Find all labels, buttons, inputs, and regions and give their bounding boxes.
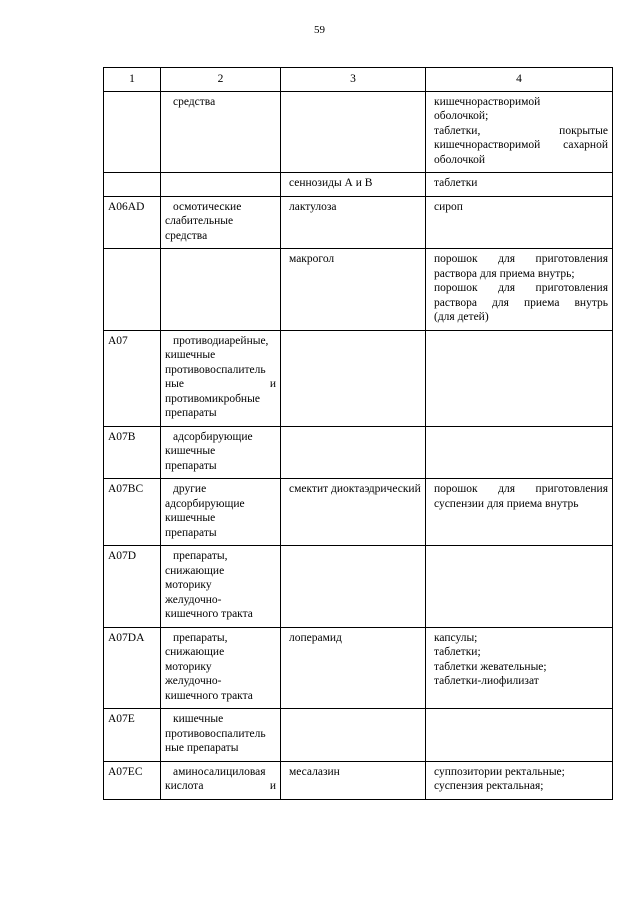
substance-cell: месалазин <box>281 761 426 799</box>
table-row <box>104 330 613 426</box>
group-line: кислота и <box>165 780 276 792</box>
header-cell-1: 1 <box>104 68 161 92</box>
table-row <box>104 546 613 628</box>
dosage-form-line: (для детей) <box>434 311 489 323</box>
substance-cell <box>281 709 426 762</box>
group-line: кишечные <box>165 512 216 524</box>
group-line: другие <box>173 483 207 495</box>
anatomical-group-cell <box>161 330 281 426</box>
dosage-form-line: оболочкой <box>434 153 486 166</box>
substance-cell: сеннозиды А и В <box>281 173 426 197</box>
atc-code-cell <box>104 249 161 331</box>
dosage-forms-cell <box>426 627 613 709</box>
group-line: кишечные <box>165 445 216 457</box>
dosage-form-line: таблетки, покрытые <box>434 124 608 137</box>
group-line: препараты, <box>173 550 228 562</box>
anatomical-group-cell <box>161 546 281 628</box>
substance-cell <box>281 546 426 628</box>
dosage-forms-cell <box>426 91 613 173</box>
table-row <box>104 709 613 762</box>
atc-code-cell: A06AD <box>104 196 161 249</box>
table-row <box>104 196 613 249</box>
anatomical-group-cell <box>161 627 281 709</box>
group-line: снижающие <box>165 646 225 658</box>
dosage-form-line: порошок для приготовления <box>434 253 608 265</box>
dosage-forms-cell <box>426 546 613 628</box>
group-line: снижающие <box>165 564 225 577</box>
anatomical-group-cell <box>161 173 281 197</box>
substance-cell: смектит диоктаэдрический <box>281 479 426 546</box>
anatomical-group-cell <box>161 196 281 249</box>
dosage-form-line: оболочкой; <box>434 110 489 122</box>
group-line: осмотические <box>173 200 242 213</box>
dosage-forms-cell <box>426 173 613 197</box>
dosage-form-line: раствора для приема внутрь; <box>434 267 575 280</box>
group-line: кишечного тракта <box>165 689 253 702</box>
anatomical-group-cell <box>161 426 281 479</box>
anatomical-group-cell <box>161 249 281 331</box>
atc-code-cell <box>104 91 161 173</box>
dosage-form-line: таблетки <box>434 177 478 189</box>
group-line: желудочно- <box>165 593 222 606</box>
table-row <box>104 426 613 479</box>
table-row <box>104 761 613 799</box>
substance-cell: лоперамид <box>281 627 426 709</box>
atc-code-cell: A07BC <box>104 479 161 546</box>
table-row <box>104 91 613 173</box>
anatomical-group-cell <box>161 761 281 799</box>
atc-code-cell: A07E <box>104 709 161 762</box>
group-line: ные препараты <box>165 742 239 754</box>
group-line: кишечные <box>173 713 224 725</box>
group-line: адсорбирующие <box>165 497 245 510</box>
group-line: кишечные <box>165 349 216 361</box>
dosage-form-line: суспензия ректальная; <box>434 780 544 792</box>
header-cell-4: 4 <box>426 68 613 92</box>
dosage-form-line: таблетки-лиофилизат <box>434 675 539 687</box>
group-line: моторику <box>165 579 212 591</box>
group-line: моторику <box>165 660 212 673</box>
atc-code-cell <box>104 173 161 197</box>
group-line: противовоспалитель <box>165 363 266 376</box>
group-line: слабительные <box>165 215 234 227</box>
table-row <box>104 479 613 546</box>
dosage-form-line: капсулы; <box>434 631 478 644</box>
substance-cell <box>281 426 426 479</box>
header-cell-3: 3 <box>281 68 426 92</box>
dosage-form-line: кишечнорастворимой сахарной <box>434 139 608 151</box>
group-line: средства <box>165 229 208 242</box>
header-cell-2: 2 <box>161 68 281 92</box>
group-line: средства <box>173 95 216 108</box>
atc-code-cell: A07D <box>104 546 161 628</box>
page-number: 59 <box>314 24 325 36</box>
table-row <box>104 249 613 331</box>
dosage-forms-cell <box>426 330 613 426</box>
dosage-form-line: кишечнорастворимой <box>434 95 541 108</box>
dosage-forms-cell <box>426 479 613 546</box>
dosage-form-line: порошок для приготовления <box>434 483 608 495</box>
group-line: препараты, <box>173 631 228 644</box>
group-line: желудочно- <box>165 675 222 687</box>
anatomical-group-cell <box>161 91 281 173</box>
group-line: препараты <box>165 459 217 472</box>
group-line: противомикробные <box>165 392 260 405</box>
group-line: кишечного тракта <box>165 608 253 620</box>
substance-cell <box>281 91 426 173</box>
dosage-form-line: таблетки; <box>434 646 481 658</box>
table-row <box>104 627 613 709</box>
dosage-form-line: таблетки жевательные; <box>434 660 547 673</box>
dosage-form-line: сироп <box>434 200 463 213</box>
group-line: препараты <box>165 526 217 539</box>
drug-table <box>103 67 613 800</box>
dosage-forms-cell <box>426 426 613 479</box>
group-line: препараты <box>165 407 217 419</box>
group-line: противовоспалитель <box>165 727 266 740</box>
substance-cell: макрогол <box>281 249 426 331</box>
table-row <box>104 173 613 197</box>
substance-cell <box>281 330 426 426</box>
dosage-form-line: раствора для приема внутрь <box>434 296 608 309</box>
dosage-forms-cell <box>426 709 613 762</box>
dosage-form-line: порошок для приготовления <box>434 282 608 294</box>
group-line: аминосалициловая <box>173 765 266 778</box>
anatomical-group-cell <box>161 479 281 546</box>
substance-cell: лактулоза <box>281 196 426 249</box>
table-header-row <box>104 68 613 92</box>
group-line: противодиарейные, <box>173 334 269 347</box>
atc-code-cell: A07 <box>104 330 161 426</box>
atc-code-cell: A07EC <box>104 761 161 799</box>
atc-code-cell: A07B <box>104 426 161 479</box>
group-line: адсорбирующие <box>173 430 253 443</box>
group-line: ные и <box>165 378 276 390</box>
dosage-forms-cell <box>426 196 613 249</box>
anatomical-group-cell <box>161 709 281 762</box>
dosage-forms-cell <box>426 761 613 799</box>
dosage-forms-cell <box>426 249 613 331</box>
atc-code-cell: A07DA <box>104 627 161 709</box>
dosage-form-line: суппозитории ректальные; <box>434 765 565 778</box>
dosage-form-line: суспензии для приема внутрь <box>434 497 579 510</box>
